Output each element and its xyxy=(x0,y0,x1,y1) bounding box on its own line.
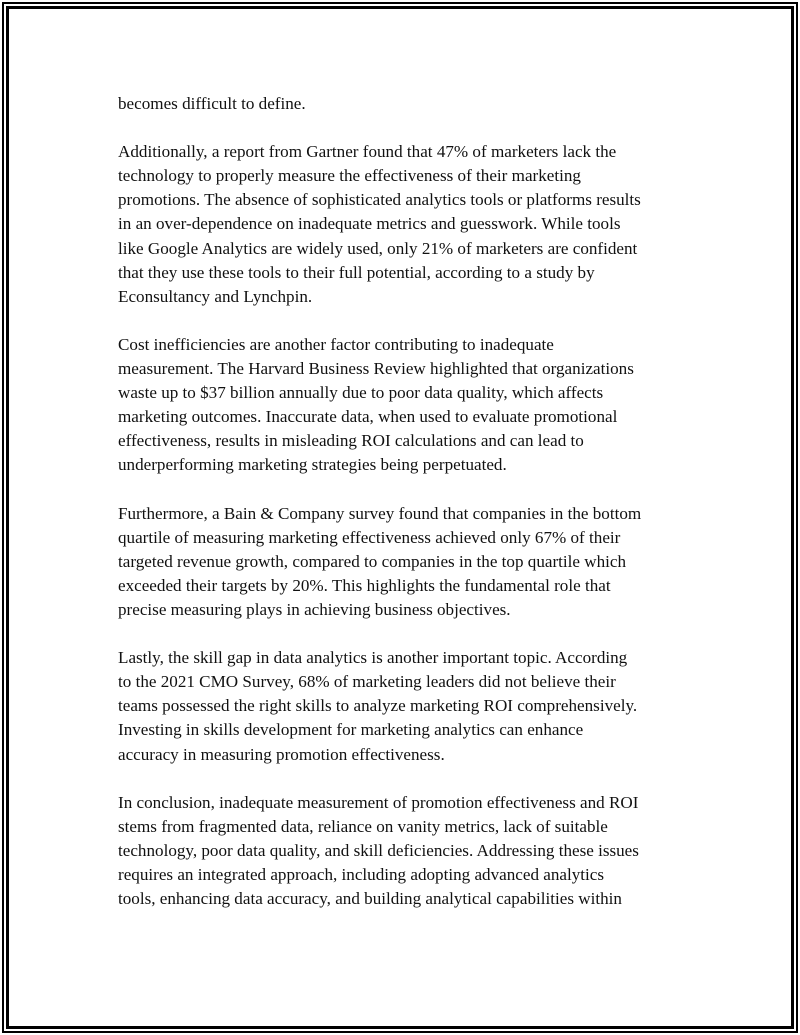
text-line: marketing outcomes. Inaccurate data, when used to evaluate promotional xyxy=(118,407,618,427)
text-line: technology to properly measure the effectiveness of their marketing xyxy=(118,166,581,186)
text-line: precise measuring plays in achieving business objectives. xyxy=(118,599,511,619)
text-line: becomes difficult to define. xyxy=(118,94,306,113)
text-line: teams possessed the right skills to analyze marketing ROI comprehensively. xyxy=(118,696,638,716)
text-line: quartile of measuring marketing effectiveness achieved only 67% of their xyxy=(118,527,621,547)
text-line: requires an integrated approach, including adopting advanced analytics xyxy=(118,865,605,884)
text-line: underperforming marketing strategies being perpetuated. xyxy=(118,455,507,475)
text-line: tools, enhancing data accuracy, and building analytical capabilities within xyxy=(118,889,622,909)
text-line: Investing in skills development for marketing analytics can enhance xyxy=(118,720,584,740)
text-line: Furthermore, a Bain & Company survey found that companies in the bottom xyxy=(118,503,642,523)
text-line: accuracy in measuring promotion effectiveness. xyxy=(118,744,445,764)
text-line: like Google Analytics are widely used, only 21% of marketers are confident xyxy=(118,238,638,258)
document-body xyxy=(118,92,698,935)
text-line: Econsultancy and Lynchpin. xyxy=(118,286,313,306)
paragraph-cost-inefficiencies xyxy=(118,333,698,478)
paragraph-conclusion xyxy=(118,791,698,911)
text-line: targeted revenue growth, compared to companies in the top quartile which xyxy=(118,551,627,571)
text-line: technology, poor data quality, and skill deficiencies. Addressing these issues xyxy=(118,840,639,860)
text-line: that they use these tools to their full potential, according to a study by xyxy=(118,262,595,282)
text-line: effectiveness, results in misleading ROI calculations and can lead to xyxy=(118,431,584,451)
paragraph-bain-survey xyxy=(118,502,698,622)
text-line: in an over-dependence on inadequate metrics and guesswork. While tools xyxy=(118,214,621,234)
text-line: promotions. The absence of sophisticated analytics tools or platforms results xyxy=(118,190,641,210)
paragraph-gartner-report xyxy=(118,140,698,309)
paragraph-skill-gap xyxy=(118,646,698,766)
text-line: Cost inefficiencies are another factor contributing to inadequate xyxy=(118,334,554,354)
text-line: to the 2021 CMO Survey, 68% of marketing leaders did not believe their xyxy=(118,672,616,692)
paragraph-continuation xyxy=(118,92,698,116)
text-line: measurement. The Harvard Business Review highlighted that organizations xyxy=(118,359,634,379)
text-line: exceeded their targets by 20%. This highlights the fundamental role that xyxy=(118,575,611,595)
text-line: stems from fragmented data, reliance on vanity metrics, lack of suitable xyxy=(118,816,608,836)
text-line: waste up to $37 billion annually due to poor data quality, which affects xyxy=(118,383,604,403)
text-line: Additionally, a report from Gartner found that 47% of marketers lack the xyxy=(118,142,617,162)
text-line: In conclusion, inadequate measurement of promotion effectiveness and ROI xyxy=(118,792,639,812)
text-line: Lastly, the skill gap in data analytics is another important topic. According xyxy=(118,648,628,668)
